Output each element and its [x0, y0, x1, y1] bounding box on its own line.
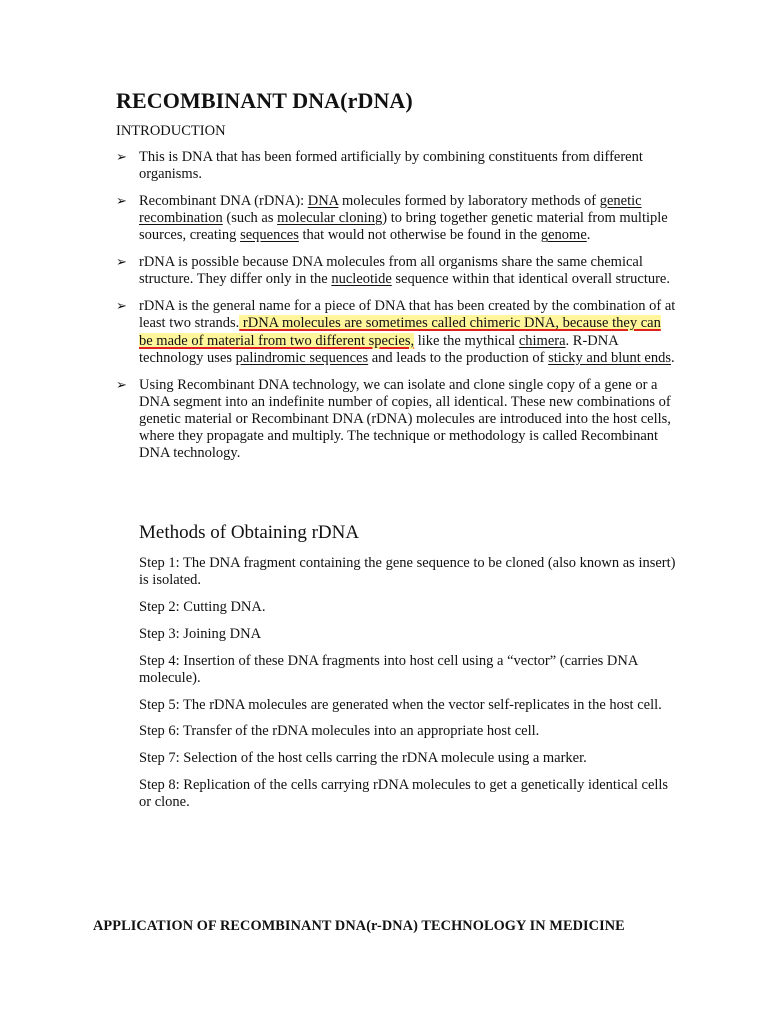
text-segment: rDNA is the general name for a piece of DNA that has been created by the combination of at least two strands.	[139, 298, 676, 332]
text-segment: ) to bring together genetic material from multiple sources, creating	[139, 210, 668, 244]
bullet-text	[139, 149, 643, 182]
text-segment: (such as	[222, 210, 278, 227]
arrowhead-bullet-icon: ➢	[116, 377, 127, 393]
step-item: Step 6: Transfer of the rDNA molecules into an appropriate host cell.	[139, 723, 540, 740]
hyperlink[interactable]: sticky and blunt ends	[548, 349, 671, 366]
text-segment: . R-DNA technology uses	[139, 332, 618, 366]
step-item: Step 2: Cutting DNA.	[139, 599, 266, 615]
arrowhead-bullet-icon: ➢	[116, 255, 127, 271]
text-segment: sequence within that identical overall structure.	[391, 271, 670, 288]
hyperlink[interactable]: chimera	[518, 332, 566, 349]
hyperlink[interactable]: genome	[540, 227, 587, 244]
step-item: Step 3: Joining DNA	[139, 625, 262, 642]
steps-list	[139, 555, 679, 821]
arrowhead-bullet-icon: ➢	[116, 150, 127, 165]
text-segment: rDNA is possible because DNA molecules from all organisms share the same chemical structure. They differ only in the	[139, 254, 643, 288]
hyperlink[interactable]: nucleotide	[331, 271, 392, 288]
methods-heading: Methods of Obtaining rDNA	[139, 522, 360, 543]
hyperlink[interactable]: sequences	[240, 227, 299, 244]
bullet-item	[116, 254, 676, 288]
bullet-text	[139, 193, 668, 243]
text-segment: This is DNA that has been formed artificially by combining constituents from different organisms.	[139, 149, 643, 183]
document-title: RECOMBINANT DNA(rDNA)	[116, 88, 413, 113]
hyperlink[interactable]: palindromic sequences	[235, 349, 369, 366]
hyperlink[interactable]: molecular cloning	[277, 210, 383, 227]
bullet-item	[116, 193, 676, 245]
text-segment: Recombinant DNA (rDNA):	[139, 193, 308, 209]
arrowhead-bullet-icon: ➢	[116, 194, 127, 209]
intro-heading: INTRODUCTION	[116, 123, 226, 139]
step-item: Step 7: Selection of the host cells carring the rDNA molecule using a marker.	[139, 750, 587, 767]
bullet-text	[139, 377, 671, 462]
bullet-item	[116, 298, 676, 367]
bullet-text	[139, 254, 670, 287]
arrowhead-bullet-icon: ➢	[116, 299, 127, 315]
hyperlink[interactable]: genetic recombination	[139, 193, 642, 227]
text-segment: like the mythical	[414, 332, 519, 349]
text-segment: that would not otherwise be found in the	[298, 227, 541, 244]
application-heading: APPLICATION OF RECOMBINANT DNA(r-DNA) TECHNOLOGY IN MEDICINE	[93, 918, 625, 934]
bullet-item	[116, 377, 676, 463]
step-item: Step 4: Insertion of these DNA fragments into host cell using a “vector” (carries DNA molecule).	[139, 652, 638, 686]
bullet-text	[139, 298, 675, 366]
step-item: Step 8: Replication of the cells carrying rDNA molecules to get a genetically identical cells or clone.	[139, 776, 669, 811]
step-item: Step 5: The rDNA molecules are generated when the vector self-replicates in the host cell.	[139, 696, 662, 713]
text-segment: Using Recombinant DNA technology, we can isolate and clone single copy of a gene or a DNA segment into an indefinite number of copies, all identical. These new combinations of genetic material or Recombinant DNA (rDNA) molecules are introduced into the host cells, where they propagate and multiply. The technique or methodology is called Recombinant DNA technology.	[139, 376, 671, 462]
bullet-list	[116, 149, 676, 472]
text-segment: .	[670, 349, 675, 366]
text-segment: .	[586, 227, 591, 244]
highlighted-text: rDNA molecules are sometimes called chimeric DNA, because they can be made of material from two different species,	[139, 315, 661, 349]
text-segment: molecules formed by laboratory methods of	[338, 193, 600, 209]
step-item: Step 1: The DNA fragment containing the gene sequence to be cloned (also known as insert) is isolated.	[139, 555, 676, 589]
text-segment: and leads to the production of	[368, 349, 549, 366]
bullet-item	[116, 149, 676, 183]
hyperlink[interactable]: DNA	[307, 193, 339, 209]
